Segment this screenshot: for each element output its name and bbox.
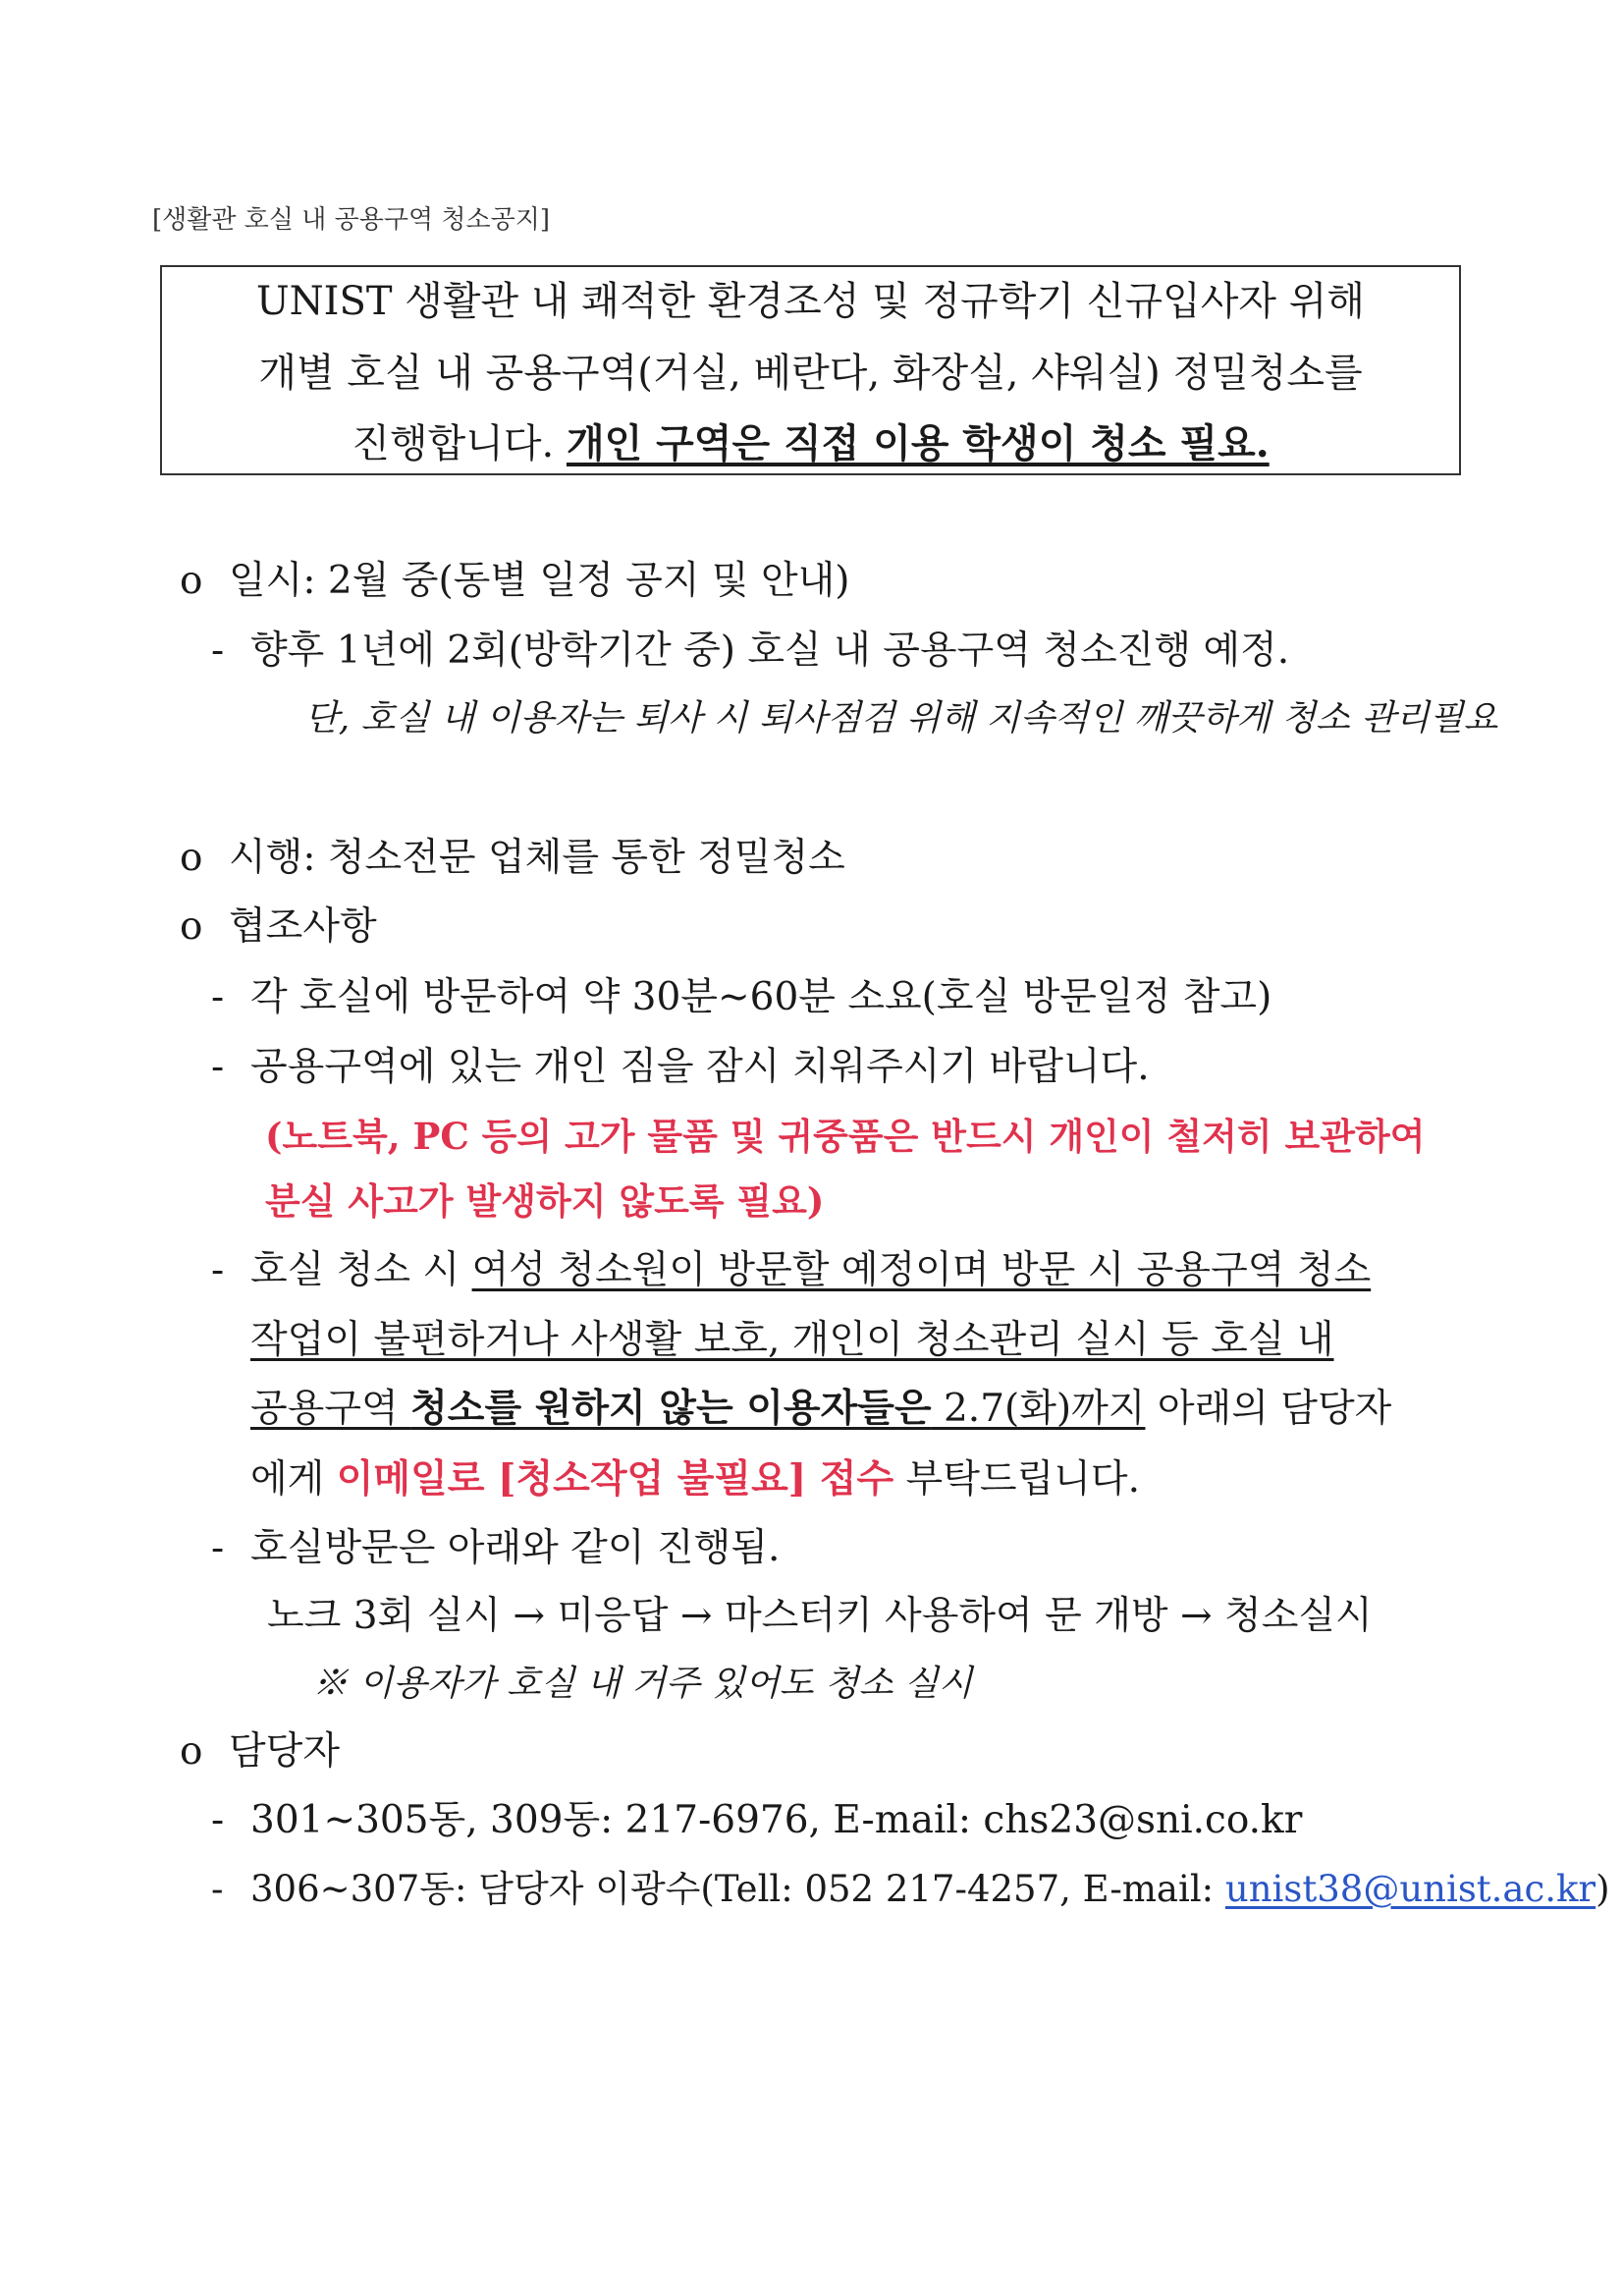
method-title (180, 827, 845, 882)
cooperation-item-3-a: 호실 청소 시 (250, 1248, 472, 1292)
notice-box (160, 265, 1461, 475)
contact-title (180, 1721, 340, 1776)
cooperation-item-1 (211, 966, 1271, 1021)
cooperation-item-3-d4: 아래의 담당자 (1145, 1387, 1392, 1431)
header-label: [생활관 호실 내 공용구역 청소공지] (152, 205, 550, 235)
schedule-item-1-text: 향후 1년에 2회(방학기간 중) 호실 내 공용구역 청소진행 예정. (250, 629, 1290, 673)
schedule-item-1 (211, 620, 1289, 675)
cooperation-item-3-d1: 공용구역 (250, 1387, 411, 1431)
contact-item-2 (211, 1859, 1610, 1912)
cooperation-item-2 (211, 1036, 1150, 1091)
email-link[interactable]: unist38@unist.ac.kr (1224, 1868, 1596, 1910)
cooperation-warning-1: (노트북, PC 등의 고가 물품 및 귀중품은 반드시 개인이 철저히 보관하여 (265, 1115, 1426, 1158)
dash-icon: - (211, 1798, 225, 1842)
visit-flow: 노크 3회 실시 → 미응답 → 마스터키 사용하여 문 개방 → 청소실시 (267, 1594, 1373, 1638)
cooperation-item-3-c: 작업이 불편하거나 사생활 보호, 개인이 청소관리 실시 등 호실 내 (250, 1318, 1334, 1362)
bullet-icon: o (180, 559, 203, 603)
visit-note: ※ 이용자가 호실 내 거주 있어도 청소 실시 (312, 1664, 973, 1704)
notice-line-1: UNIST 생활관 내 쾌적한 환경조성 및 정규학기 신규입사자 위해 (255, 279, 1366, 324)
bullet-icon: o (180, 836, 203, 880)
notice-line-3 (162, 412, 1459, 468)
cooperation-item-3-d (250, 1378, 1391, 1433)
dash-icon: - (211, 1526, 225, 1570)
cooperation-item-4-text: 호실방문은 아래와 같이 진행됨. (250, 1526, 781, 1570)
cooperation-item-3-d2: 청소를 원하지 않는 이용자들은 (410, 1386, 932, 1431)
contact-title-text: 담당자 (229, 1729, 341, 1774)
cooperation-item-2-text: 공용구역에 있는 개인 짐을 잠시 치워주시기 바랍니다. (250, 1045, 1150, 1089)
cooperation-item-3-e3: 부탁드립니다. (893, 1457, 1140, 1502)
cooperation-item-3-e1: 에게 (250, 1457, 337, 1502)
cooperation-item-3 (211, 1239, 1371, 1294)
schedule-note: 단, 호실 내 이용자는 퇴사 시 퇴사점검 위해 지속적인 깨끗하게 청소 관리필요 (304, 698, 1498, 738)
dash-icon: - (211, 629, 225, 673)
cooperation-item-3-d3: 2.7(화)까지 (931, 1387, 1146, 1431)
contact-item-1-text: 301~305동, 309동: 217-6976, E-mail: chs23@sni.co.kr (250, 1798, 1303, 1842)
bullet-icon: o (180, 904, 203, 949)
method-title-text: 시행: 청소전문 업체를 통한 정밀청소 (229, 836, 845, 880)
cooperation-item-3-b: 여성 청소원이 방문할 예정이며 방문 시 공용구역 청소 (471, 1248, 1372, 1292)
dash-icon: - (211, 1045, 225, 1089)
bullet-icon: o (180, 1729, 203, 1774)
cooperation-item-1-text: 각 호실에 방문하여 약 30분~60분 소요(호실 방문일정 참고) (250, 975, 1272, 1019)
contact-item-2-post: ) (1596, 1868, 1610, 1910)
schedule-title-text: 일시: 2월 중(동별 일정 공지 및 안내) (229, 559, 850, 603)
cooperation-item-3-e (250, 1449, 1140, 1503)
notice-line-2: 개별 호실 내 공용구역(거실, 베란다, 화장실, 샤워실) 정밀청소를 (258, 351, 1363, 396)
cooperation-warning-2: 분실 사고가 발생하지 않도록 필요) (265, 1179, 825, 1223)
dash-icon: - (211, 975, 225, 1019)
cooperation-item-3-e2: 이메일로 [청소작업 불필요] 접수 (336, 1456, 894, 1502)
contact-item-2-pre: 306~307동: 담당자 이광수(Tell: 052 217-4257, E-mail: (250, 1868, 1225, 1910)
cooperation-item-4 (211, 1517, 780, 1572)
notice-line-3-plain: 진행합니다. (352, 421, 567, 466)
dash-icon: - (211, 1248, 225, 1292)
cooperation-title (180, 896, 377, 951)
contact-item-1 (211, 1789, 1302, 1844)
schedule-title (180, 550, 850, 605)
dash-icon: - (211, 1868, 224, 1910)
notice-line-3-emphasis: 개인 구역은 직접 이용 학생이 청소 필요. (566, 420, 1270, 466)
cooperation-title-text: 협조사항 (229, 904, 377, 949)
